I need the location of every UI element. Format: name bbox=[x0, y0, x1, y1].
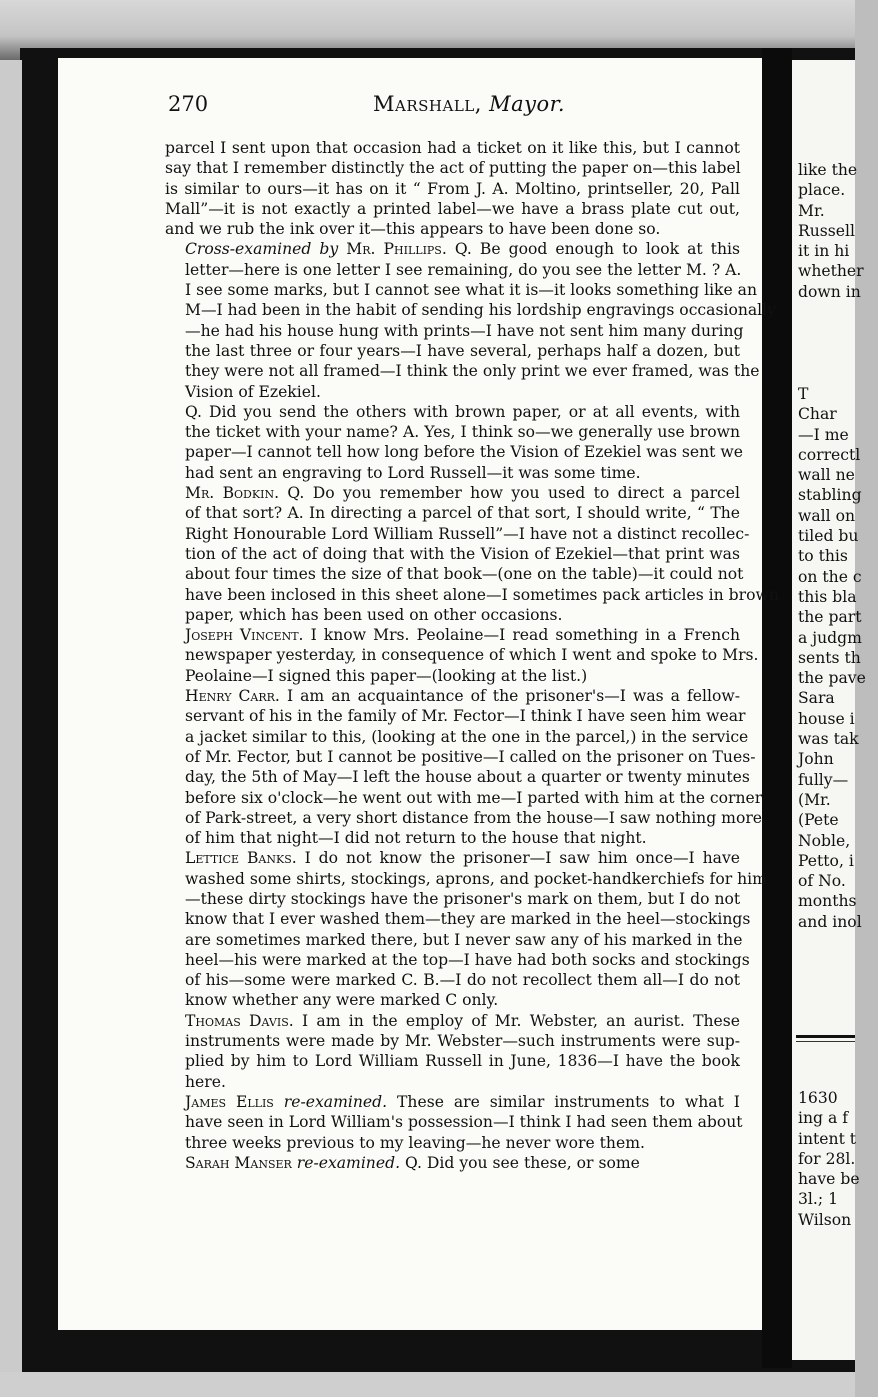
text-line bbox=[165, 585, 779, 605]
speaker-name: Mr. Bodkin. bbox=[185, 484, 280, 503]
right-page-line: the part bbox=[798, 608, 862, 627]
scan-bottom-margin bbox=[0, 1372, 855, 1397]
text-line bbox=[165, 686, 740, 706]
line-text: have been inclosed in this sheet alone—I sometimes pack articles in brown bbox=[185, 585, 779, 604]
line-text: here. bbox=[185, 1072, 226, 1091]
paragraph bbox=[165, 1092, 743, 1153]
text-line bbox=[165, 1133, 740, 1153]
text-line bbox=[165, 1051, 740, 1071]
right-page-line: whether bbox=[798, 262, 864, 281]
line-text: before six o'clock—he went out with me—I parted with him at the corner bbox=[185, 788, 763, 807]
text-line bbox=[165, 138, 740, 158]
right-page-line: have be bbox=[798, 1170, 860, 1189]
right-page-line: a judgm bbox=[798, 628, 862, 647]
right-page-line: months bbox=[798, 892, 857, 911]
text-line bbox=[165, 909, 751, 929]
right-page-line: Mr. bbox=[798, 201, 825, 220]
paragraph bbox=[165, 239, 776, 401]
paragraph bbox=[165, 848, 767, 1010]
text-line bbox=[165, 158, 740, 178]
line-text: letter—here is one letter I see remaining, do you see the letter M. ? A. bbox=[185, 260, 742, 279]
line-text: I do not know the prisoner—I saw him once—I have bbox=[304, 849, 740, 868]
line-text: of Park-street, a very short distance from the house—I saw nothing more bbox=[185, 808, 763, 827]
text-line bbox=[165, 788, 763, 808]
text-line bbox=[165, 544, 740, 564]
right-page-line: and inol bbox=[798, 912, 862, 931]
line-text: know that I ever washed them—they are marked in the heel—stockings bbox=[185, 910, 751, 929]
line-text: of his—some were marked C. B.—I do not recollect them all—I do not bbox=[185, 971, 740, 990]
page-number: 270 bbox=[168, 92, 209, 116]
body-text bbox=[165, 138, 779, 1173]
right-page-line: Wilson bbox=[798, 1210, 852, 1229]
line-text: —these dirty stockings have the prisoner's mark on them, but I do not bbox=[185, 889, 741, 908]
paragraph bbox=[165, 1011, 740, 1092]
text-line bbox=[165, 808, 763, 828]
text-line bbox=[165, 341, 740, 361]
speaker-lead-italic: Cross-examined by bbox=[185, 240, 339, 259]
right-page-line: T bbox=[798, 385, 809, 403]
line-text: paper—I cannot tell how long before the Vision of Ezekiel was sent we bbox=[185, 443, 743, 462]
line-text: I am in the employ of Mr. Webster, an aurist. These bbox=[302, 1011, 740, 1030]
line-text: and we rub the ink over it—this appears to have been done so. bbox=[165, 220, 661, 239]
line-text: say that I remember distinctly the act of putting the paper on—this label bbox=[165, 159, 741, 178]
text-line bbox=[165, 767, 750, 787]
right-page-line: —I me bbox=[798, 425, 849, 444]
line-text: are sometimes marked there, but I never saw any of his marked in the bbox=[185, 930, 743, 949]
line-text: These are similar instruments to what I bbox=[397, 1092, 740, 1111]
line-text: Q. Did you see these, or some bbox=[405, 1153, 640, 1172]
right-page-line: Petto, i bbox=[798, 851, 854, 870]
speaker-name: James Ellis bbox=[185, 1092, 274, 1111]
line-text: about four times the size of that book—(one on the table)—it could not bbox=[185, 565, 744, 584]
right-page-text-middle bbox=[798, 384, 878, 932]
right-page-line: (Mr. bbox=[798, 790, 831, 809]
right-page-line: ing a f bbox=[798, 1109, 848, 1128]
right-page-line: it in hi bbox=[798, 242, 850, 261]
paragraph bbox=[165, 483, 779, 625]
text-line bbox=[165, 1011, 740, 1031]
text-line bbox=[165, 828, 740, 848]
right-page-line: Russell bbox=[798, 221, 855, 240]
text-line bbox=[165, 727, 749, 747]
line-text: they were not all framed—I think the only print we ever framed, was the bbox=[185, 362, 760, 381]
text-line bbox=[165, 1153, 740, 1173]
text-line bbox=[165, 361, 760, 381]
right-page-line: wall on bbox=[798, 506, 856, 525]
speaker-name: Henry Carr. bbox=[185, 687, 280, 706]
text-line bbox=[165, 666, 740, 686]
text-line bbox=[165, 503, 740, 523]
right-page-rule-thin bbox=[796, 1041, 855, 1042]
right-page-line: for 28l. bbox=[798, 1149, 856, 1168]
scan-left-edge bbox=[0, 60, 22, 1375]
right-page-line: Char bbox=[798, 405, 837, 424]
text-line bbox=[165, 990, 740, 1010]
line-text: I know Mrs. Peolaine—I read something in a French bbox=[310, 626, 740, 645]
line-text: plied by him to Lord William Russell in June, 1836—I have the book bbox=[185, 1052, 740, 1071]
text-line bbox=[165, 645, 759, 665]
text-line bbox=[165, 930, 743, 950]
line-text: parcel I sent upon that occasion had a ticket on it like this, but I cannot bbox=[165, 139, 740, 157]
text-line bbox=[165, 848, 740, 868]
right-page-line: fully— bbox=[798, 770, 849, 789]
right-page-line: this bla bbox=[798, 587, 857, 606]
text-line bbox=[165, 199, 740, 219]
text-line bbox=[165, 1031, 740, 1051]
text-line bbox=[165, 1072, 740, 1092]
text-line bbox=[165, 747, 756, 767]
right-page-line: of No. bbox=[798, 872, 846, 891]
right-page-line: house i bbox=[798, 709, 855, 728]
right-page-line: place. bbox=[798, 181, 846, 200]
right-page-line: Noble, bbox=[798, 831, 851, 850]
text-line bbox=[165, 239, 740, 259]
line-text: know whether any were marked C only. bbox=[185, 991, 499, 1010]
text-line bbox=[165, 524, 750, 544]
right-page-line: was tak bbox=[798, 730, 859, 749]
right-page-line: on the c bbox=[798, 567, 862, 586]
speaker-name: Sarah Manser bbox=[185, 1153, 292, 1172]
line-text: three weeks previous to my leaving—he never wore them. bbox=[185, 1133, 645, 1152]
text-line bbox=[165, 889, 740, 909]
line-text: —he had his house hung with prints—I have not sent him many during bbox=[185, 321, 744, 340]
text-line bbox=[165, 869, 767, 889]
line-text: Q. Did you send the others with brown paper, or at all events, with bbox=[185, 402, 740, 421]
paragraph bbox=[165, 625, 759, 686]
speaker-note: re-examined. bbox=[283, 1092, 388, 1111]
right-page-line: 3l.; 1 bbox=[798, 1190, 838, 1209]
right-page-line: (Pete bbox=[798, 811, 839, 830]
line-text: I see some marks, but I cannot see what it is—it looks something like an bbox=[185, 281, 758, 300]
line-text: tion of the act of doing that with the Vision of Ezekiel—that print was bbox=[185, 544, 740, 563]
line-text: I am an acquaintance of the prisoner's—I was a fellow- bbox=[286, 687, 740, 706]
right-page-line: sents th bbox=[798, 648, 861, 667]
right-page-line: tiled bu bbox=[798, 527, 859, 546]
line-text: had sent an engraving to Lord Russell—it was some time. bbox=[185, 463, 641, 482]
text-line bbox=[165, 260, 740, 280]
speaker-name: Thomas Davis. bbox=[185, 1011, 294, 1030]
page-header bbox=[168, 92, 738, 122]
running-head-name: Marshall, bbox=[373, 92, 482, 116]
text-line bbox=[165, 706, 746, 726]
speaker-name: Joseph Vincent. bbox=[185, 626, 304, 645]
book-gutter bbox=[762, 48, 792, 1368]
line-text: newspaper yesterday, in consequence of which I went and spoke to Mrs. bbox=[185, 646, 759, 665]
text-line bbox=[165, 483, 740, 503]
text-line bbox=[165, 402, 740, 422]
line-text: Mall”—it is not exactly a printed label—we have a brass plate cut out, bbox=[165, 199, 740, 218]
line-text: a jacket similar to this, (looking at the one in the parcel,) in the service bbox=[185, 727, 749, 746]
line-text: M—I had been in the habit of sending his lordship engravings occasionally bbox=[185, 301, 776, 320]
line-text: the ticket with your name? A. Yes, I think so—we generally use brown bbox=[185, 423, 740, 442]
text-line bbox=[165, 321, 744, 341]
running-head bbox=[373, 92, 565, 116]
line-text: of Mr. Fector, but I cannot be positive—I called on the prisoner on Tues- bbox=[185, 747, 756, 766]
text-line bbox=[165, 1092, 740, 1112]
line-text: of him that night—I did not return to the house that night. bbox=[185, 829, 647, 848]
line-text: have seen in Lord William's possession—I think I had seen them about bbox=[185, 1113, 743, 1132]
text-line bbox=[165, 1112, 743, 1132]
text-line bbox=[165, 219, 740, 239]
right-page-line: to this bbox=[798, 547, 848, 566]
right-page-line: wall ne bbox=[798, 466, 855, 485]
right-page-line: down in bbox=[798, 282, 861, 301]
line-text: Q. Do you remember how you used to direct a parcel bbox=[287, 484, 741, 503]
paragraph bbox=[165, 686, 763, 848]
text-line bbox=[165, 564, 744, 584]
right-page-line: 1630 bbox=[798, 1089, 838, 1107]
text-line bbox=[165, 625, 740, 645]
speaker-name: Mr. Phillips. bbox=[346, 240, 447, 259]
running-head-title: Mayor. bbox=[489, 92, 566, 116]
line-text: Right Honourable Lord William Russell”—I have not a distinct recollec- bbox=[185, 524, 750, 543]
right-page-line: Sara bbox=[798, 689, 835, 708]
text-line bbox=[165, 382, 740, 402]
right-page-rule bbox=[796, 1035, 855, 1038]
line-text: paper, which has been used on other occasions. bbox=[185, 605, 563, 624]
right-page-line: correctl bbox=[798, 445, 861, 464]
text-line bbox=[165, 179, 740, 199]
line-text: servant of his in the family of Mr. Fector—I think I have seen him wear bbox=[185, 707, 746, 726]
text-line bbox=[165, 950, 750, 970]
line-text: Peolaine—I signed this paper—(looking at the list.) bbox=[185, 666, 588, 685]
speaker-note: re-examined. bbox=[296, 1153, 401, 1172]
line-text: the last three or four years—I have several, perhaps half a dozen, but bbox=[185, 341, 740, 360]
paragraph bbox=[165, 1153, 740, 1173]
text-line bbox=[165, 422, 740, 442]
text-line bbox=[165, 605, 740, 625]
right-page-text-bottom bbox=[798, 1088, 878, 1230]
text-line bbox=[165, 463, 740, 483]
line-text: Q. Be good enough to look at this bbox=[454, 240, 740, 259]
line-text: washed some shirts, stockings, aprons, and pocket-handkerchiefs for him bbox=[185, 869, 767, 888]
right-page-line: stabling bbox=[798, 486, 862, 505]
paragraph bbox=[165, 402, 743, 483]
right-page-text-top bbox=[798, 160, 878, 302]
paragraph bbox=[165, 138, 740, 239]
speaker-name: Lettice Banks. bbox=[185, 849, 297, 868]
right-page-line: like the bbox=[798, 161, 858, 179]
text-line bbox=[165, 300, 776, 320]
text-line bbox=[165, 442, 743, 462]
line-text: of that sort? A. In directing a parcel of that sort, I should write, “ The bbox=[185, 504, 740, 523]
right-page-line: the pave bbox=[798, 669, 866, 688]
right-page-line: John bbox=[798, 750, 834, 769]
line-text: heel—his were marked at the top—I have had both socks and stockings bbox=[185, 950, 750, 969]
text-line bbox=[165, 970, 740, 990]
line-text: instruments were made by Mr. Webster—such instruments were sup- bbox=[185, 1032, 740, 1051]
right-page-line: intent t bbox=[798, 1129, 857, 1148]
line-text: Vision of Ezekiel. bbox=[185, 382, 321, 401]
line-text: is similar to ours—it has on it “ From J. A. Moltino, printseller, 20, Pall bbox=[165, 179, 740, 198]
line-text: day, the 5th of May—I left the house about a quarter or twenty minutes bbox=[185, 768, 750, 787]
text-line bbox=[165, 280, 758, 300]
